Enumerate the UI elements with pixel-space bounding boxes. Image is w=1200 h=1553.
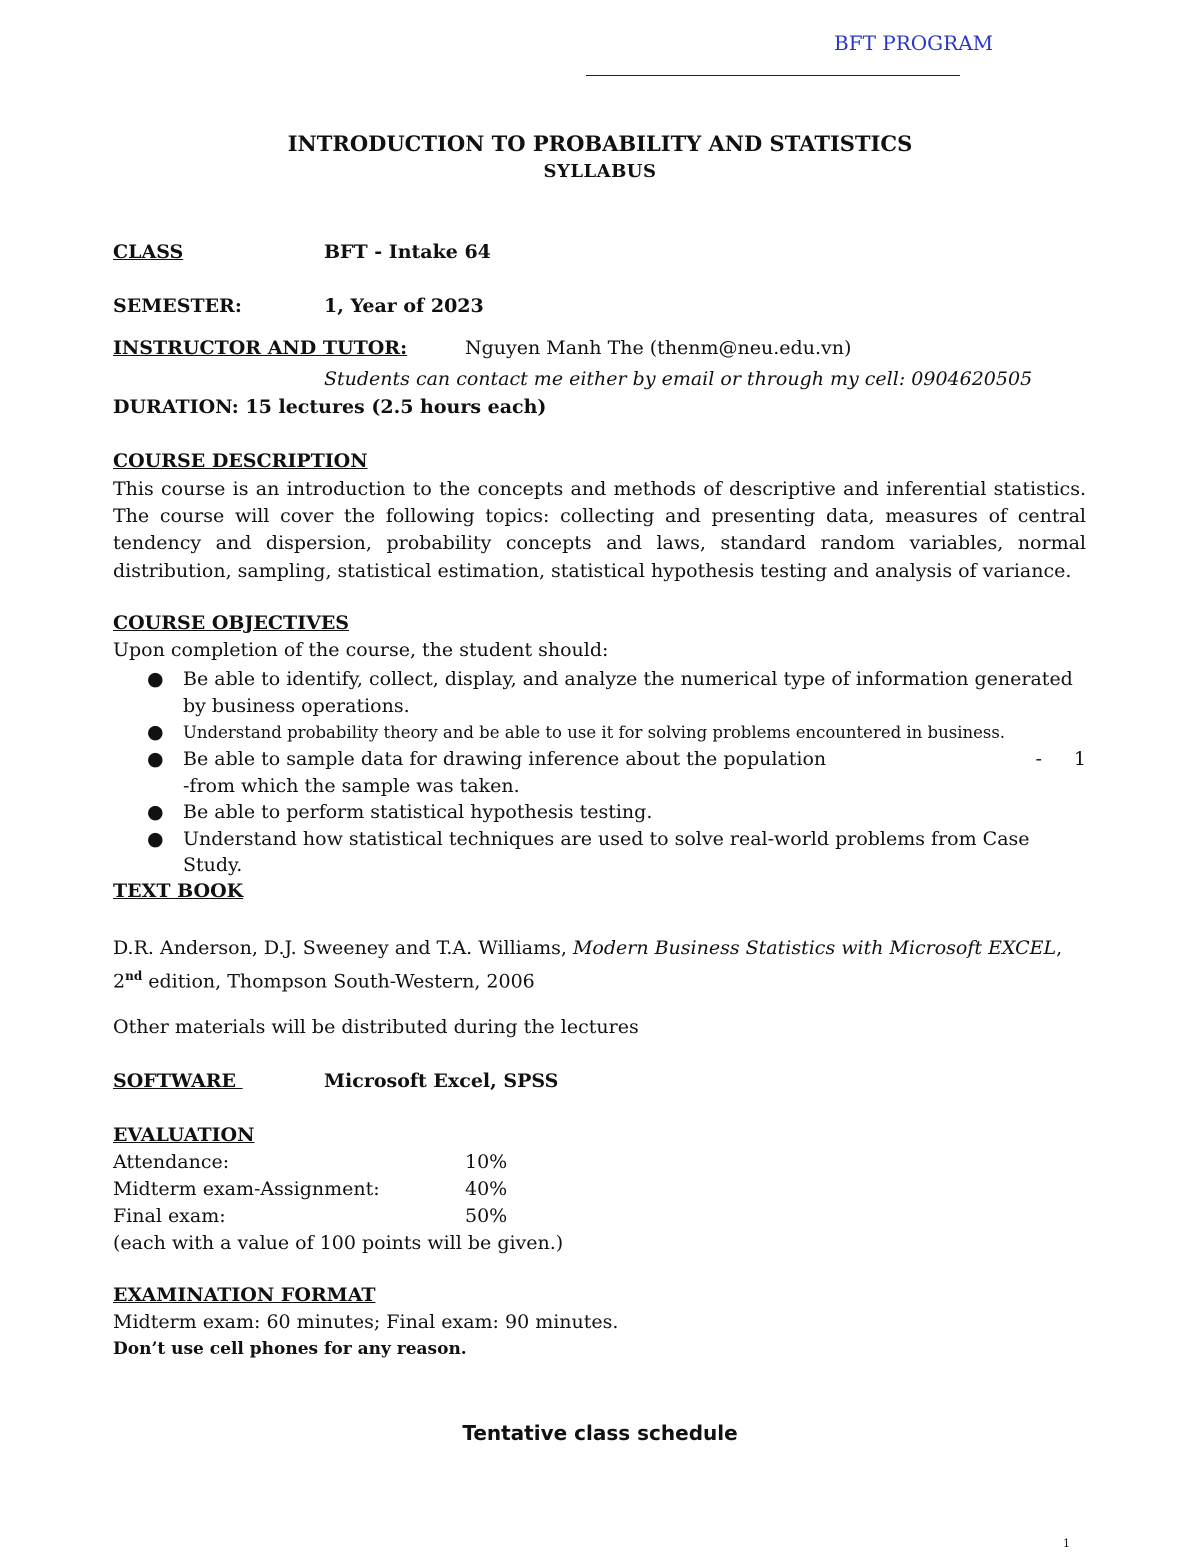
evaluation-weight: 40% (465, 1178, 508, 1200)
bullet-icon: ● (147, 827, 164, 850)
software-value: Microsoft Excel, SPSS (324, 1070, 559, 1092)
document-subtitle: SYLLABUS (543, 161, 657, 182)
evaluation-weight: 50% (465, 1205, 508, 1227)
textbook-edition-rest: edition, Thompson South-Western, 2006 (142, 970, 535, 993)
page-number: 1 (1063, 1537, 1070, 1550)
bullet-icon: ● (147, 668, 164, 690)
objectives-list (113, 666, 1086, 879)
instructor-label: INSTRUCTOR AND TUTOR: (113, 337, 408, 359)
bullet-icon: ● (147, 801, 164, 823)
class-value: BFT - Intake 64 (324, 241, 491, 263)
bullet-icon: ● (147, 748, 164, 770)
duration: DURATION: 15 lectures (2.5 hours each) (113, 396, 547, 418)
objective-text: Be able to sample data for drawing inference about the population (183, 748, 827, 770)
instructor-name: Nguyen Manh The (thenm@neu.edu.vn) (465, 337, 852, 359)
list-item (113, 746, 1086, 799)
objective-text: Understand probability theory and be able to use it for solving problems encountered in business. (183, 723, 1006, 742)
other-materials: Other materials will be distributed during the lectures (113, 1016, 639, 1038)
evaluation-item: Attendance: (113, 1151, 230, 1173)
evaluation-item: Final exam: (113, 1205, 226, 1227)
course-description-heading: COURSE DESCRIPTION (113, 450, 368, 472)
evaluation-note: (each with a value of 100 points will be given.) (113, 1232, 564, 1254)
evaluation-weight: 10% (465, 1151, 508, 1173)
document-title: INTRODUCTION TO PROBABILITY AND STATISTICS (287, 131, 913, 156)
course-objectives-heading: COURSE OBJECTIVES (113, 612, 350, 634)
textbook-edition-number: 2 (113, 970, 126, 993)
objective-text: Be able to identify, collect, display, and analyze the numerical type of information generated by business operations. (183, 668, 1073, 717)
course-description-text: This course is an introduction to the concepts and methods of descriptive and inferential statistics. The course will cover the following topics: collecting and presenting data, measures of central tendency and dispersion, probability concepts and laws, standard random variables, normal distribution, sampling, statistical estimation, statistical hypothesis testing and analysis of variance. (113, 478, 1086, 582)
exam-format-heading: EXAMINATION FORMAT (113, 1284, 376, 1306)
program-header: BFT PROGRAM (834, 31, 994, 55)
schedule-heading: Tentative class schedule (462, 1421, 738, 1445)
list-item (113, 826, 1086, 879)
class-label: CLASS (113, 241, 184, 263)
objective-continuation: -from which the sample was taken. (183, 774, 520, 797)
exam-format-text: Midterm exam: 60 minutes; Final exam: 90 minutes. (113, 1311, 619, 1333)
software-label: SOFTWARE (113, 1070, 243, 1092)
bullet-icon: ● (147, 721, 164, 743)
instructor-contact-note: Students can contact me either by email or through my cell: 0904620505 (324, 368, 1033, 390)
textbook-authors: D.R. Anderson, D.J. Sweeney and T.A. Williams, (113, 937, 573, 959)
list-item (113, 666, 1086, 719)
list-item (113, 719, 1086, 746)
header-rule (586, 75, 960, 76)
objective-text: Understand how statistical techniques are used to solve real-world problems from Case Study. (183, 827, 1030, 876)
textbook-title: Modern Business Statistics with Microsoft EXCEL (572, 937, 1057, 959)
semester-label: SEMESTER: (113, 295, 242, 317)
semester-value: 1, Year of 2023 (324, 295, 484, 317)
exam-warning: Don’t use cell phones for any reason. (113, 1339, 467, 1359)
evaluation-heading: EVALUATION (113, 1124, 255, 1146)
objective-marker: - 1 (1035, 748, 1086, 770)
textbook-heading: TEXT BOOK (113, 880, 244, 902)
course-objectives-intro: Upon completion of the course, the student should: (113, 639, 609, 661)
textbook-citation (113, 934, 1093, 995)
evaluation-item: Midterm exam-Assignment: (113, 1178, 380, 1200)
objective-text: Be able to perform statistical hypothesis testing. (183, 801, 653, 823)
textbook-comma: , (1056, 937, 1063, 959)
list-item (113, 799, 1086, 826)
textbook-edition-suffix: nd (125, 969, 143, 983)
